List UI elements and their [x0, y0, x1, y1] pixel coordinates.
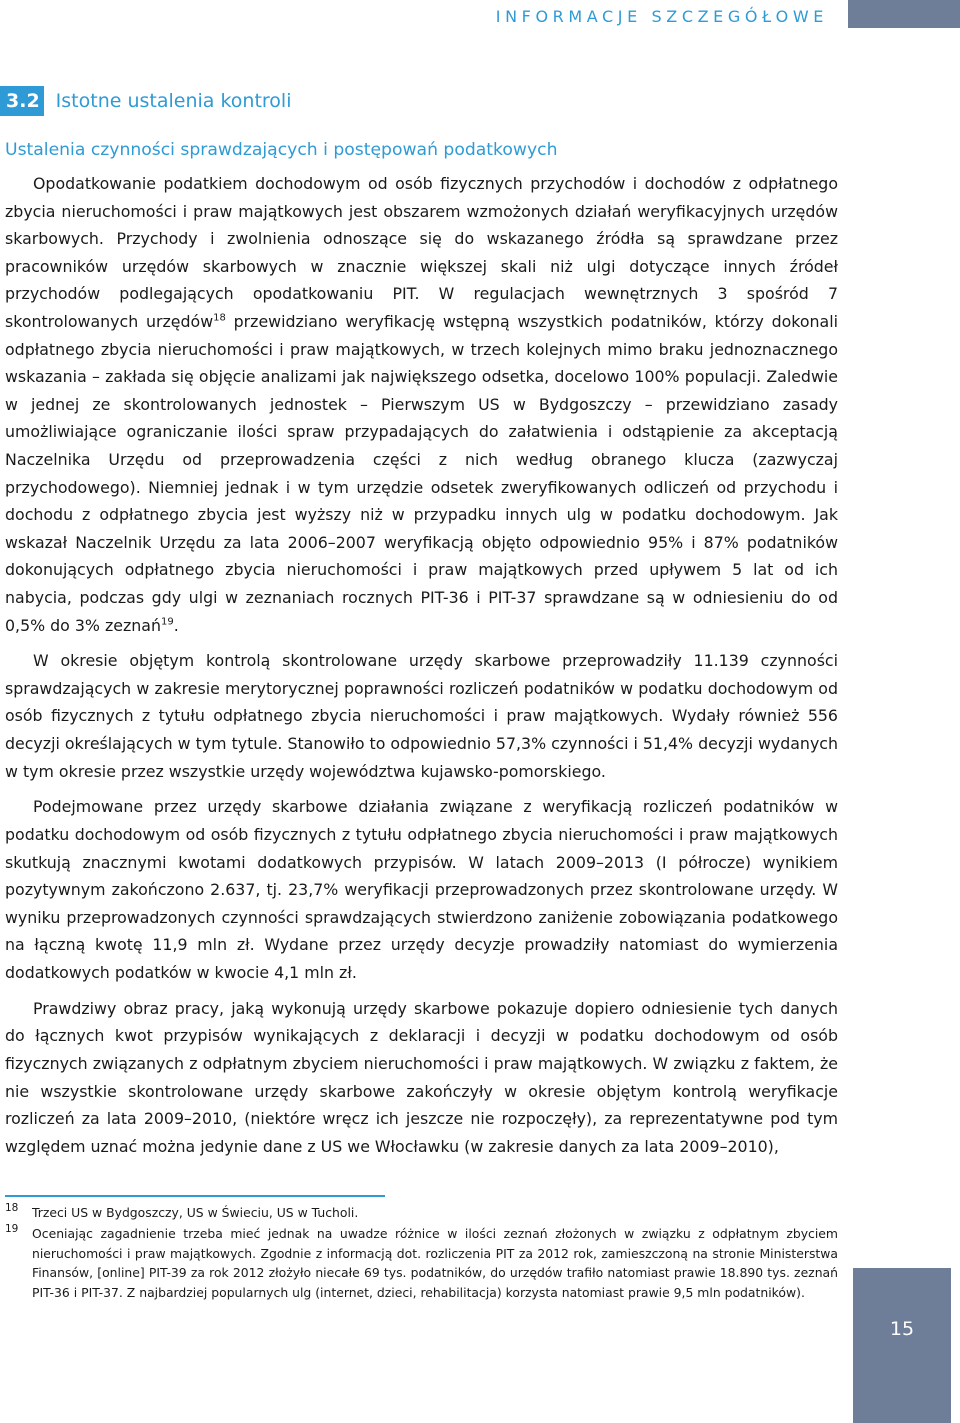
- footnote: [5, 1224, 838, 1302]
- paragraph-text: .: [173, 615, 179, 635]
- subheading: Ustalenia czynności sprawdzających i postępowań podatkowych: [5, 140, 558, 160]
- page-number-box: [853, 1268, 951, 1423]
- paragraph: [5, 170, 838, 639]
- header-decoration: [848, 0, 960, 28]
- section-heading: [0, 86, 292, 116]
- section-title: Istotne ustalenia kontroli: [55, 90, 292, 112]
- footnote-number: 19: [5, 1223, 19, 1236]
- paragraph: W okresie objętym kontrolą skontrolowane urzędy skarbowe przeprowadziły 11.139 czynności sprawdzających w zakresie merytorycznej poprawności rozliczeń podatników w podatku dochodowym od osób fizycznych z tytułu odpłatnego zbycia nieruchomości i praw majątkowych. Wydały również 556 decyzji określających w tym tytule. Stanowiło to odpowiednio 57,3% czynności i 51,4% decyzji wydanych w tym okresie przez wszystkie urzędy województwa kujawsko-pomorskiego.: [5, 651, 838, 781]
- paragraph-text: Opodatkowanie podatkiem dochodowym od osób fizycznych przychodów i dochodów z odpłatnego zbycia nieruchomości i praw majątkowych jest obszarem wzmożonych działań weryfikacyjnych urzędów skarbowych. Przychody i zwolnienia odnoszące się do wskazanego źródła są sprawdzane przez pracowników urzędów skarbowych w znacznie większej skali niż ulgi dotyczące innych źródeł przychodów podlegających opodatkowaniu PIT. W regulacjach wewnętrznych 3 spośród 7 skontrolowanych urzędów: [5, 174, 838, 331]
- running-header: INFORMACJE SZCZEGÓŁOWE: [495, 7, 828, 26]
- footnote-ref[interactable]: 19: [160, 616, 174, 628]
- body-text: [5, 170, 838, 1169]
- footnotes: [5, 1203, 838, 1304]
- paragraph: Prawdziwy obraz pracy, jaką wykonują urzędy skarbowe pokazuje dopiero odniesienie tych danych do łącznych kwot przypisów wynikających z deklaracji i decyzji w podatku dochodowym od osób fizycznych związanych z odpłatnym zbyciem nieruchomości i praw majątkowych. W związku z faktem, że nie wszystkie skontrolowane urzędy skarbowe zakończyły w okresie objętym kontrolą weryfikacje rozliczeń za lata 2009–2010, (niektóre wręcz ich jeszcze nie rozpoczęły), za reprezentatywne pod tym względem uznać można jedynie dane z US we Włocławku (w zakresie danych za lata 2009–2010),: [5, 998, 838, 1156]
- section-number: 3.2: [0, 86, 44, 116]
- footnote-ref[interactable]: 18: [213, 312, 226, 324]
- paragraph-text: przewidziano weryfikację wstępną wszystkich podatników, którzy dokonali odpłatnego zbycia nieruchomości i praw majątkowych, w trzech kolejnych mimo braku jednoznacznego wskazania – zakłada się objęcie analizami jak największego odsetka, docelowo 100% populacji. Zaledwie w jednej ze skontrolowanych jednostek – Pierwszym US w Bydgoszczy – przewidziano zasady umożliwiające ograniczanie ilości spraw przypadających do załatwienia i odstąpienie za akceptacją Naczelnika Urzędu od przeprowadzenia części z nich według obranego klucza (zazwyczaj przychodowego). Niemniej jednak i w tym urzędzie odsetek zweryfikowanych odliczeń od przychodu i dochodu z odpłatnego zbycia jest wyższy niż w przypadku innych ulg w podatku dochodowym. Jak wskazał Naczelnik Urzędu za lata 2006–2007 weryfikacją objęto odpowiednio 95% i 87% podatników dokonujących odpłatnego zbycia nieruchomości i praw majątkowych przed upływem 5 lat od ich nabycia, podczas gdy ulgi w zeznaniach rocznych PIT-36 i PIT-37 sprawdzane są w odniesieniu do od 0,5% do 3% zeznań: [5, 311, 838, 635]
- footnote-divider: [5, 1195, 385, 1197]
- footnote-number: 18: [5, 1202, 19, 1214]
- page-number: 15: [889, 1318, 915, 1340]
- footnote-text: Trzeci US w Bydgoszczy, US w Świeciu, US w Tucholi.: [32, 1205, 359, 1220]
- footnote-text: Oceniając zagadnienie trzeba mieć jednak na uwadze różnice w ilości zeznań złożonych w związku z odpłatnym zbyciem nieruchomości i praw majątkowych. Zgodnie z informacją dot. rozliczenia PIT za 2012 rok, zamieszczoną na stronie Ministerstwa Finansów, [online] PIT-39 za rok 2012 złożyło niecałe 69 tys. podatników, do urzędów trafiło natomiast prawie 18.890 tys. zeznań PIT-36 i PIT-37. Z najbardziej popularnych ulg (internet, dzieci, rehabilitacja) korzysta natomiast prawie 9,5 mln podatników).: [32, 1226, 838, 1300]
- paragraph: Podejmowane przez urzędy skarbowe działania związane z weryfikacją rozliczeń podatników w podatku dochodowym od osób fizycznych z tytułu odpłatnego zbycia nieruchomości i praw majątkowych skutkują znacznymi kwotami dodatkowych przypisów. W latach 2009–2013 (I półrocze) wynikiem pozytywnym zakończono 2.637, tj. 23,7% weryfikacji przeprowadzonych przez skontrolowane urzędy. W wyniku przeprowadzonych czynności sprawdzających stwierdzono zaniżenie zobowiązania podatkowego na łączną kwotę 11,9 mln zł. Wydane przez urzędy decyzje prowadziły natomiast do wymierzenia dodatkowych podatków w kwocie 4,1 mln zł.: [5, 797, 838, 982]
- footnote: [5, 1203, 838, 1222]
